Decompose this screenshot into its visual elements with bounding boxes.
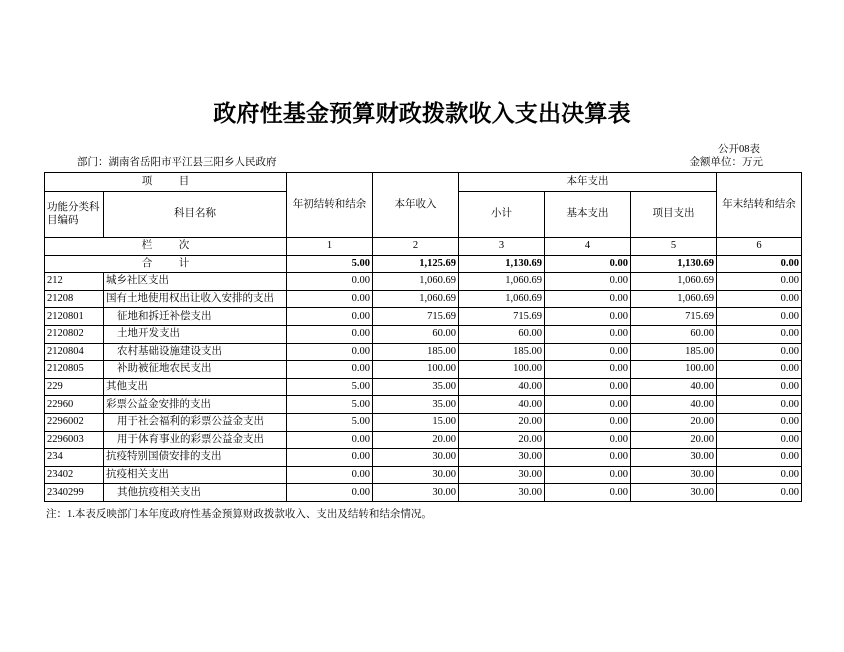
total-project: 1,130.69 [631,255,717,273]
cell-end-balance: 0.00 [717,290,802,308]
table-row [45,413,802,431]
cell-end-balance: 0.00 [717,396,802,414]
cell-basic: 0.00 [545,449,631,467]
cell-income: 20.00 [373,431,459,449]
cell-subtotal: 100.00 [459,361,545,379]
cell-project: 40.00 [631,396,717,414]
amount-unit-label: 金额单位：万元 [689,157,763,168]
cell-name: 土地开发支出 [104,325,287,343]
header-project: 项目支出 [631,192,717,238]
cell-income: 35.00 [373,396,459,414]
cell-name: 彩票公益金安排的支出 [104,396,287,414]
cell-basic: 0.00 [545,413,631,431]
cell-begin-balance: 0.00 [287,290,373,308]
cell-name: 其他抗疫相关支出 [104,484,287,502]
column-index-row [45,238,802,256]
cell-begin-balance: 5.00 [287,396,373,414]
cell-end-balance: 0.00 [717,431,802,449]
cell-begin-balance: 0.00 [287,484,373,502]
header-code: 功能分类科目编码 [45,192,104,238]
total-row [45,255,802,273]
cell-code: 21208 [45,290,104,308]
header-income: 本年收入 [373,173,459,238]
table-row [45,361,802,379]
table-row [45,273,802,291]
cell-begin-balance: 0.00 [287,325,373,343]
cell-subtotal: 20.00 [459,413,545,431]
cell-begin-balance: 0.00 [287,273,373,291]
cell-project: 1,060.69 [631,290,717,308]
cell-subtotal: 185.00 [459,343,545,361]
cell-subtotal: 30.00 [459,466,545,484]
cell-income: 100.00 [373,361,459,379]
cell-end-balance: 0.00 [717,308,802,326]
cell-code: 23402 [45,466,104,484]
table-row [45,484,802,502]
table-row [45,308,802,326]
header-expenditure: 本年支出 [459,173,717,192]
cell-income: 60.00 [373,325,459,343]
cell-code: 234 [45,449,104,467]
header-row-1 [45,173,802,192]
cell-subtotal: 20.00 [459,431,545,449]
cell-project: 30.00 [631,466,717,484]
cell-project: 20.00 [631,413,717,431]
form-number: 公开08表 [718,144,760,155]
cell-end-balance: 0.00 [717,378,802,396]
table-row [45,396,802,414]
column-index-number: 6 [717,238,802,256]
cell-income: 30.00 [373,466,459,484]
header-name: 科目名称 [104,192,287,238]
cell-basic: 0.00 [545,361,631,379]
cell-subtotal: 40.00 [459,378,545,396]
cell-basic: 0.00 [545,308,631,326]
footnote: 注：1.本表反映部门本年度政府性基金预算财政拨款收入、支出及结转和结余情况。 [46,509,432,520]
cell-project: 185.00 [631,343,717,361]
cell-begin-balance: 0.00 [287,431,373,449]
cell-project: 100.00 [631,361,717,379]
cell-code: 2296002 [45,413,104,431]
cell-income: 30.00 [373,484,459,502]
cell-end-balance: 0.00 [717,273,802,291]
department-label: 部门：湖南省岳阳市平江县三阳乡人民政府 [77,157,277,168]
cell-begin-balance: 5.00 [287,378,373,396]
cell-subtotal: 715.69 [459,308,545,326]
table-row [45,378,802,396]
header-end-balance: 年末结转和结余 [717,173,802,238]
table-row [45,431,802,449]
cell-code: 212 [45,273,104,291]
cell-basic: 0.00 [545,431,631,449]
cell-subtotal: 30.00 [459,449,545,467]
column-index-number: 4 [545,238,631,256]
cell-basic: 0.00 [545,273,631,291]
cell-name: 补助被征地农民支出 [104,361,287,379]
total-label: 合 计 [45,255,287,273]
cell-name: 用于体育事业的彩票公益金支出 [104,431,287,449]
table-row [45,466,802,484]
total-subtotal: 1,130.69 [459,255,545,273]
cell-begin-balance: 0.00 [287,343,373,361]
table-row [45,325,802,343]
header-item: 项 目 [45,173,287,192]
cell-income: 1,060.69 [373,290,459,308]
cell-code: 2340299 [45,484,104,502]
cell-project: 20.00 [631,431,717,449]
cell-name: 抗疫特别国债安排的支出 [104,449,287,467]
cell-project: 40.00 [631,378,717,396]
cell-subtotal: 60.00 [459,325,545,343]
total-basic: 0.00 [545,255,631,273]
cell-end-balance: 0.00 [717,449,802,467]
fund-budget-table [44,172,802,502]
table-row [45,343,802,361]
cell-project: 1,060.69 [631,273,717,291]
cell-name: 农村基础设施建设支出 [104,343,287,361]
cell-name: 抗疫相关支出 [104,466,287,484]
column-index-number: 3 [459,238,545,256]
cell-end-balance: 0.00 [717,343,802,361]
cell-begin-balance: 0.00 [287,449,373,467]
cell-name: 征地和拆迁补偿支出 [104,308,287,326]
cell-project: 60.00 [631,325,717,343]
header-basic: 基本支出 [545,192,631,238]
cell-subtotal: 1,060.69 [459,273,545,291]
cell-code: 2296003 [45,431,104,449]
cell-begin-balance: 0.00 [287,308,373,326]
table-row [45,290,802,308]
cell-subtotal: 40.00 [459,396,545,414]
cell-begin-balance: 0.00 [287,466,373,484]
cell-income: 15.00 [373,413,459,431]
cell-basic: 0.00 [545,378,631,396]
cell-basic: 0.00 [545,466,631,484]
cell-code: 2120802 [45,325,104,343]
cell-name: 国有土地使用权出让收入安排的支出 [104,290,287,308]
cell-begin-balance: 5.00 [287,413,373,431]
column-index-number: 5 [631,238,717,256]
cell-income: 35.00 [373,378,459,396]
cell-name: 其他支出 [104,378,287,396]
cell-project: 30.00 [631,484,717,502]
cell-income: 1,060.69 [373,273,459,291]
cell-basic: 0.00 [545,396,631,414]
cell-code: 22960 [45,396,104,414]
total-begin-balance: 5.00 [287,255,373,273]
cell-basic: 0.00 [545,484,631,502]
cell-end-balance: 0.00 [717,361,802,379]
cell-subtotal: 30.00 [459,484,545,502]
cell-end-balance: 0.00 [717,325,802,343]
cell-income: 715.69 [373,308,459,326]
column-index-label: 栏 次 [45,238,287,256]
column-index-number: 2 [373,238,459,256]
total-income: 1,125.69 [373,255,459,273]
table-row [45,449,802,467]
cell-name: 用于社会福利的彩票公益金支出 [104,413,287,431]
header-subtotal: 小计 [459,192,545,238]
cell-income: 185.00 [373,343,459,361]
cell-basic: 0.00 [545,343,631,361]
page-title: 政府性基金预算财政拨款收入支出决算表 [213,101,631,126]
cell-code: 2120801 [45,308,104,326]
cell-basic: 0.00 [545,325,631,343]
cell-income: 30.00 [373,449,459,467]
cell-end-balance: 0.00 [717,413,802,431]
cell-basic: 0.00 [545,290,631,308]
cell-code: 2120805 [45,361,104,379]
header-begin-balance: 年初结转和结余 [287,173,373,238]
cell-code: 2120804 [45,343,104,361]
cell-begin-balance: 0.00 [287,361,373,379]
cell-subtotal: 1,060.69 [459,290,545,308]
cell-name: 城乡社区支出 [104,273,287,291]
cell-code: 229 [45,378,104,396]
total-end-balance: 0.00 [717,255,802,273]
cell-project: 715.69 [631,308,717,326]
column-index-number: 1 [287,238,373,256]
cell-end-balance: 0.00 [717,484,802,502]
cell-end-balance: 0.00 [717,466,802,484]
cell-project: 30.00 [631,449,717,467]
